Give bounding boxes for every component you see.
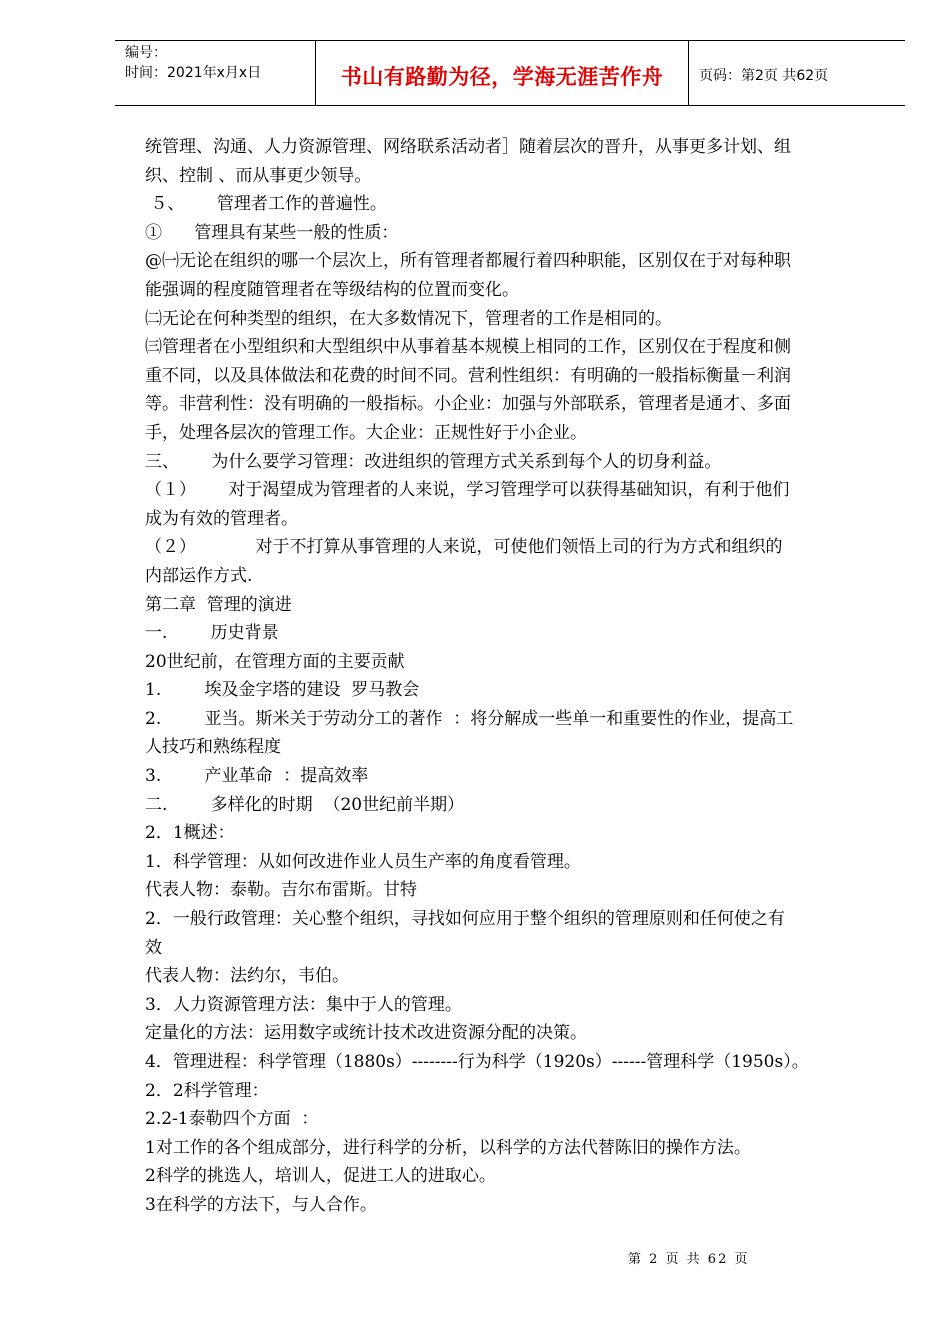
body-line: 4．管理进程：科学管理（1880s）--------行为科学（1920s）------管理科学（1950s）。 <box>145 1052 809 1072</box>
body-line: 2．2科学管理： <box>145 1080 269 1101</box>
page-header <box>115 40 905 106</box>
body-line: 第二章 管理的演进 <box>145 594 292 615</box>
body-line: 1．科学管理：从如何改进作业人员生产率的角度看管理。 <box>145 851 581 872</box>
body-line: （２） 对于不打算从事管理的人来说，可使他们领悟上司的行为方式和组织的 <box>145 537 783 558</box>
body-line: 3. 产业革命 ：提高效率 <box>145 766 369 787</box>
body-line: 1对工作的各个组成部分，进行科学的分析，以科学的方法代替陈旧的操作方法。 <box>145 1137 751 1158</box>
body-line: 重不同，以及具体做法和花费的时间不同。营利性组织：有明确的一般指标衡量－利润 <box>145 365 791 386</box>
body-line: 定量化的方法：运用数字或统计技术改进资源分配的决策。 <box>145 1023 587 1044</box>
footer-page-number: 第 2 页 共 62 页 <box>628 1252 750 1267</box>
header-motto: 书山有路勤为径，学海无涯苦作舟 <box>340 65 664 89</box>
body-line: 手，处理各层次的管理工作。大企业：正规性好于小企业。 <box>145 422 587 443</box>
body-line: 代表人物：法约尔，韦伯。 <box>145 966 349 987</box>
body-line: 三、 为什么要学习管理：改进组织的管理方式关系到每个人的切身利益。 <box>145 451 722 472</box>
body-line: ㈡无论在何种类型的组织，在大多数情况下，管理者的工作是相同的。 <box>145 308 672 329</box>
body-line: 二. 多样化的时期 （20世纪前半期） <box>145 794 465 815</box>
body-line: 3在科学的方法下，与人合作。 <box>145 1194 377 1215</box>
header-meta <box>115 41 315 105</box>
body-line: 2．1概述： <box>145 823 235 844</box>
body-line: 3．人力资源管理方法：集中于人的管理。 <box>145 994 462 1015</box>
body-line: 织、控制 、而从事更少领导。 <box>145 165 372 186</box>
body-line: 代表人物：泰勒。吉尔布雷斯。甘特 <box>145 880 417 901</box>
serial-label: 编号： <box>125 45 167 61</box>
document-body <box>145 133 875 1220</box>
body-line: 20世纪前，在管理方面的主要贡献 <box>145 651 405 672</box>
body-line: 2科学的挑选人，培训人，促进工人的进取心。 <box>145 1166 496 1187</box>
body-line: 一. 历史背景 <box>145 623 279 644</box>
body-line: 2.2-1泰勒四个方面 ： <box>145 1109 319 1130</box>
body-line: 内部运作方式. <box>145 565 253 586</box>
date-label: 时间：2021年x月x日 <box>125 65 262 81</box>
body-line: 统管理、沟通、人力资源管理、网络联系活动者］随着层次的晋升，从事更多计划、组 <box>145 137 791 157</box>
body-line: 1. 埃及金字塔的建设 罗马教会 <box>145 680 420 701</box>
body-line: 人技巧和熟练程度 <box>145 737 281 758</box>
body-line: 2．一般行政管理：关心整个组织，寻找如何应用于整个组织的管理原则和任何使之有 <box>145 909 785 930</box>
body-line: 等。非营利性：没有明确的一般指标。小企业：加强与外部联系，管理者是通才、多面 <box>145 394 791 415</box>
body-line: （１） 对于渴望成为管理者的人来说，学习管理学可以获得基础知识，有利于他们 <box>145 480 790 501</box>
header-page-cell <box>689 41 905 105</box>
body-line: ㈢管理者在小型组织和大型组织中从事着基本规模上相同的工作，区别仅在于程度和侧 <box>145 337 791 358</box>
body-line: @㈠无论在组织的哪一个层次上，所有管理者都履行着四种职能，区别仅在于对每种职 <box>145 251 791 272</box>
body-line: ① 管理具有某些一般的性质： <box>145 222 399 243</box>
body-line: 2. 亚当。斯米关于劳动分工的著作 ：将分解成一些单一和重要性的作业，提高工 <box>145 708 794 729</box>
body-line: ５、 管理者工作的普遍性。 <box>145 194 387 215</box>
header-motto-cell <box>315 41 689 105</box>
body-line: 成为有效的管理者。 <box>145 508 298 529</box>
header-page-label: 页码：第2页 共62页 <box>699 68 829 84</box>
body-line: 效 <box>145 937 162 958</box>
body-line: 能强调的程度随管理者在等级结构的位置而变化。 <box>145 279 519 300</box>
